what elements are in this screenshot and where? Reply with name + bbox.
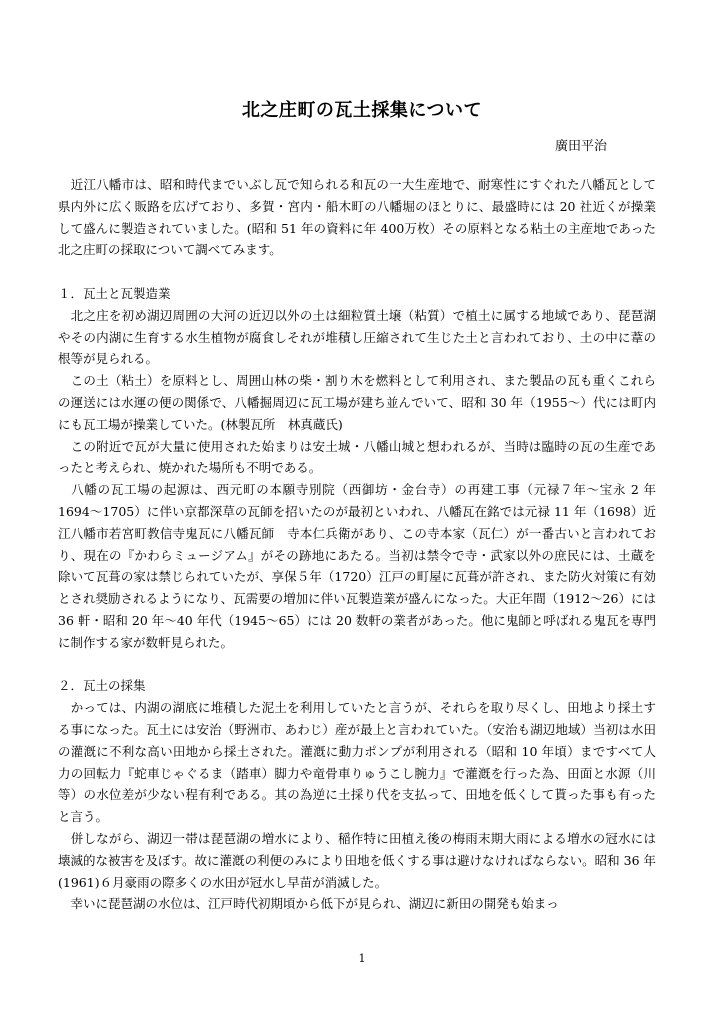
section-paragraph: かっては、内湖の湖底に堆積した泥土を利用していたと言うが、それらを取り尽くし、田地より採土する事になった。瓦土には安治（野洲市、あわじ）産が最上と言われていた。（安治も湖辺地域）当初は水田の灌漑に不利な高い田地から採土された。灌漑に動力ポンプが利用される（昭和 10 年頃）まですべて人力の回転力『蛇車じゃぐるま（踏車）脚力や竜骨車りゅうこし腕力』で灌漑を行った為、田面と水源（川等）の水位差が少ない程有利である。其の為逆に土採り代を支払って、田地を低くして貰った事も有ったと言う。 (58, 700, 656, 825)
section-paragraph: この附近で瓦が大量に使用された始まりは安土城・八幡山城と想われるが、当時は臨時の瓦の生産であったと考えられ、焼かれた場所も不明である。 (58, 438, 656, 476)
section-paragraph: 八幡の瓦工場の起源は、西元町の本願寺別院（西御坊・金台寺）の再建工事（元禄７年～宝永 2 年 1694～1705）に伴い京都深草の瓦師を招いたのが最初といわれ、八幡瓦在銘では元禄 11 年（1698）近江八幡市若宮町教信寺鬼瓦に八幡瓦師 寺本仁兵衛があり、この寺本家（瓦仁）が一番古いと言われており、現在の『かわらミュージアム』がその跡地にあたる。当初は禁令で寺・武家以外の庶民には、土蔵を除いて瓦葺の家は禁じられていたが、享保５年（1720）江戸の町屋に瓦葺が許され、また防火対策に有効とされ奨励されるようになり、瓦需要の増加に伴い瓦製造業が盛んになった。大正年間（1912～26）には 36 軒・昭和 20 年～40 年代（1945～65）には 20 数軒の業者があった。他に鬼師と呼ばれる鬼瓦を専門に制作する家が数軒見られた。 (58, 482, 656, 650)
section-heading: １．瓦土と瓦製造業 (58, 285, 171, 301)
page-number: 1 (358, 952, 366, 965)
section-paragraph: 幸いに琵琶湖の水位は、江戸時代初期頃から低下が見られ、湖辺に新田の開発も始まっ (58, 896, 559, 912)
paragraph-spacer (58, 654, 656, 676)
section-2 (58, 675, 656, 915)
section-1 (58, 283, 656, 654)
section-paragraph: 北之庄を初め湖辺周囲の大河の近辺以外の土は細粒質土壌（粘質）で植土に属する地域であり、琵琶湖やその内湖に生育する水生植物が腐食しそれが堆積し圧縮されて生じた土と言われており、土の中に葦の根等が見られる。 (58, 307, 656, 367)
document-title: 北之庄町の瓦土採集について (241, 100, 483, 121)
document-body (58, 174, 656, 915)
section-paragraph: この土（粘土）を原料とし、周囲山林の柴・割り木を燃料として利用され、また製品の瓦も重くこれらの運送には水運の便の関係で、八幡掘周辺に瓦工場が建ち並んでいて、昭和 30 年（1955～）代には町内にも瓦工場が操業していた。(林製瓦所 林真蔵氏) (58, 373, 656, 432)
section-paragraph: 併しながら、湖辺一帯は琵琶湖の増水により、稲作特に田植え後の梅雨末期大雨による増水の冠水には壊滅的な被害を及ぼす。故に灌漑の利便のみにより田地を低くする事は避けなければならない。昭和 36 年(1961)６月豪雨の際多くの水田が冠水し早苗が消滅した。 (58, 830, 656, 890)
section-heading: ２．瓦土の採集 (58, 678, 146, 694)
intro-paragraph: 近江八幡市は、昭和時代までいぶし瓦で知られる和瓦の一大生産地で、耐寒性にすぐれた八幡瓦として県内外に広く販路を広げており、多賀・宮内・船木町の八幡堀のほとりに、最盛時には 20 社近くが操業して盛んに製造されていました。(昭和 51 年の資料に年 400万枚）その原料となる粘土の主産地であった北之庄町の採取について調べてみます。 (58, 177, 656, 258)
author-name: 廣田平治 (554, 139, 607, 154)
paragraph-spacer (58, 261, 656, 283)
